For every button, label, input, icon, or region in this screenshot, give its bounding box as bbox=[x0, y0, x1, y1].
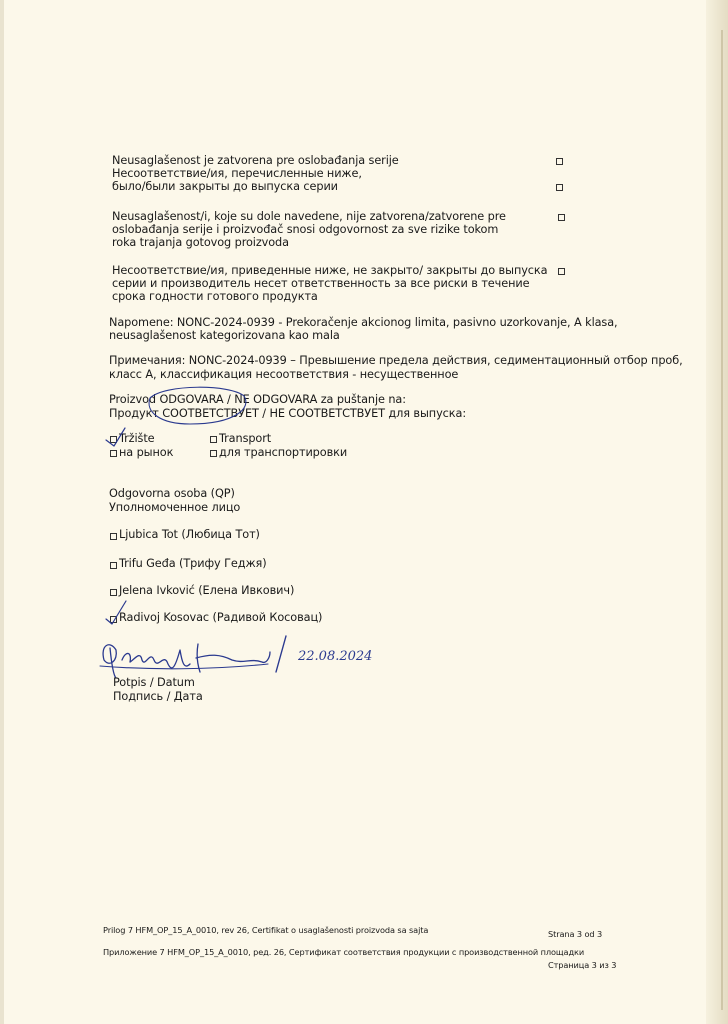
notes-sr-line2: neusaglašenost kategorizovana kao mala bbox=[109, 329, 340, 342]
section3-line2: серии и производитель несет ответственность за все риски в течение bbox=[112, 277, 530, 290]
checkmark-person-4 bbox=[106, 601, 126, 624]
section1-line2: Несоответствие/ия, перечисленные ниже, bbox=[112, 167, 362, 180]
notes-ru-line1: Примечания: NONC-2024-0939 – Превышение предела действия, седиментационный отбор проб, bbox=[109, 354, 683, 367]
market-sr-label: Tržište bbox=[119, 432, 155, 445]
signature-slash bbox=[276, 636, 286, 672]
section3-line3: срока годности готового продукта bbox=[112, 290, 318, 303]
release-line2: Продукт СООТВЕТСТВУЕТ / НЕ СООТВЕТСТВУЕТ для выпуска: bbox=[109, 407, 467, 420]
section3-line1: Несоответствие/ия, приведенные ниже, не закрыто/ закрыты до выпуска bbox=[112, 264, 548, 277]
qp-title-sr: Odgovorna osoba (QP) bbox=[109, 487, 235, 500]
person-3: Jelena Ivković (Елена Ивкович) bbox=[119, 584, 295, 597]
section1-line3: было/были закрыты до выпуска серии bbox=[112, 180, 338, 193]
section1-line1: Neusaglašenost je zatvorena pre oslobađanja serije bbox=[112, 154, 399, 167]
person-1: Ljubica Tot (Любица Тот) bbox=[119, 528, 260, 541]
handwritten-date: 22.08.2024 bbox=[298, 649, 373, 664]
notes-ru-line2: класс А, классификация несоответствия - несущественное bbox=[109, 368, 459, 381]
signature-stroke-2 bbox=[122, 650, 190, 668]
person-2: Trifu Geđa (Трифу Геджя) bbox=[119, 557, 267, 570]
selection-oval bbox=[149, 387, 246, 424]
footer-line2: Приложение 7 HFM_OP_15_A_0010, ред. 26, Сертификат соответствия продукции с производственной площадки bbox=[103, 947, 585, 957]
signature-stroke-1 bbox=[103, 645, 116, 678]
transport-ru-label: для транспортировки bbox=[219, 446, 348, 459]
footer-page-sr: Strana 3 od 3 bbox=[548, 929, 603, 939]
signature-label-sr: Potpis / Datum bbox=[113, 676, 195, 689]
section2-line2: oslobađanja serije i proizvođač snosi odgovornost za sve rizike tokom bbox=[112, 223, 499, 236]
market-ru-label: на рынок bbox=[119, 446, 174, 459]
signature-label-ru: Подпись / Дата bbox=[113, 690, 203, 703]
person-4: Radivoj Kosovac (Радивой Косовац) bbox=[119, 611, 323, 624]
section2-line3: roka trajanja gotovog proizvoda bbox=[112, 236, 289, 249]
checkmark-market bbox=[106, 428, 125, 446]
qp-title-ru: Уполномоченное лицо bbox=[109, 501, 241, 514]
footer-page-ru: Страница 3 из 3 bbox=[548, 960, 617, 970]
section2-line1: Neusaglašenost/i, koje su dole navedene, nije zatvorena/zatvorene pre bbox=[112, 210, 506, 223]
footer-line1: Prilog 7 HFM_OP_15_A_0010, rev 26, Certifikat o usaglašenosti proizvoda sa sajta bbox=[103, 925, 429, 935]
notes-sr-line1: Napomene: NONC-2024-0939 - Prekoračenje akcionog limita, pasivno uzorkovanje, A klasa, bbox=[109, 316, 618, 329]
release-line1: Proizvod ODGOVARA / NE ODGOVARA za puštanje na: bbox=[109, 393, 406, 406]
transport-sr-label: Transport bbox=[219, 432, 272, 445]
